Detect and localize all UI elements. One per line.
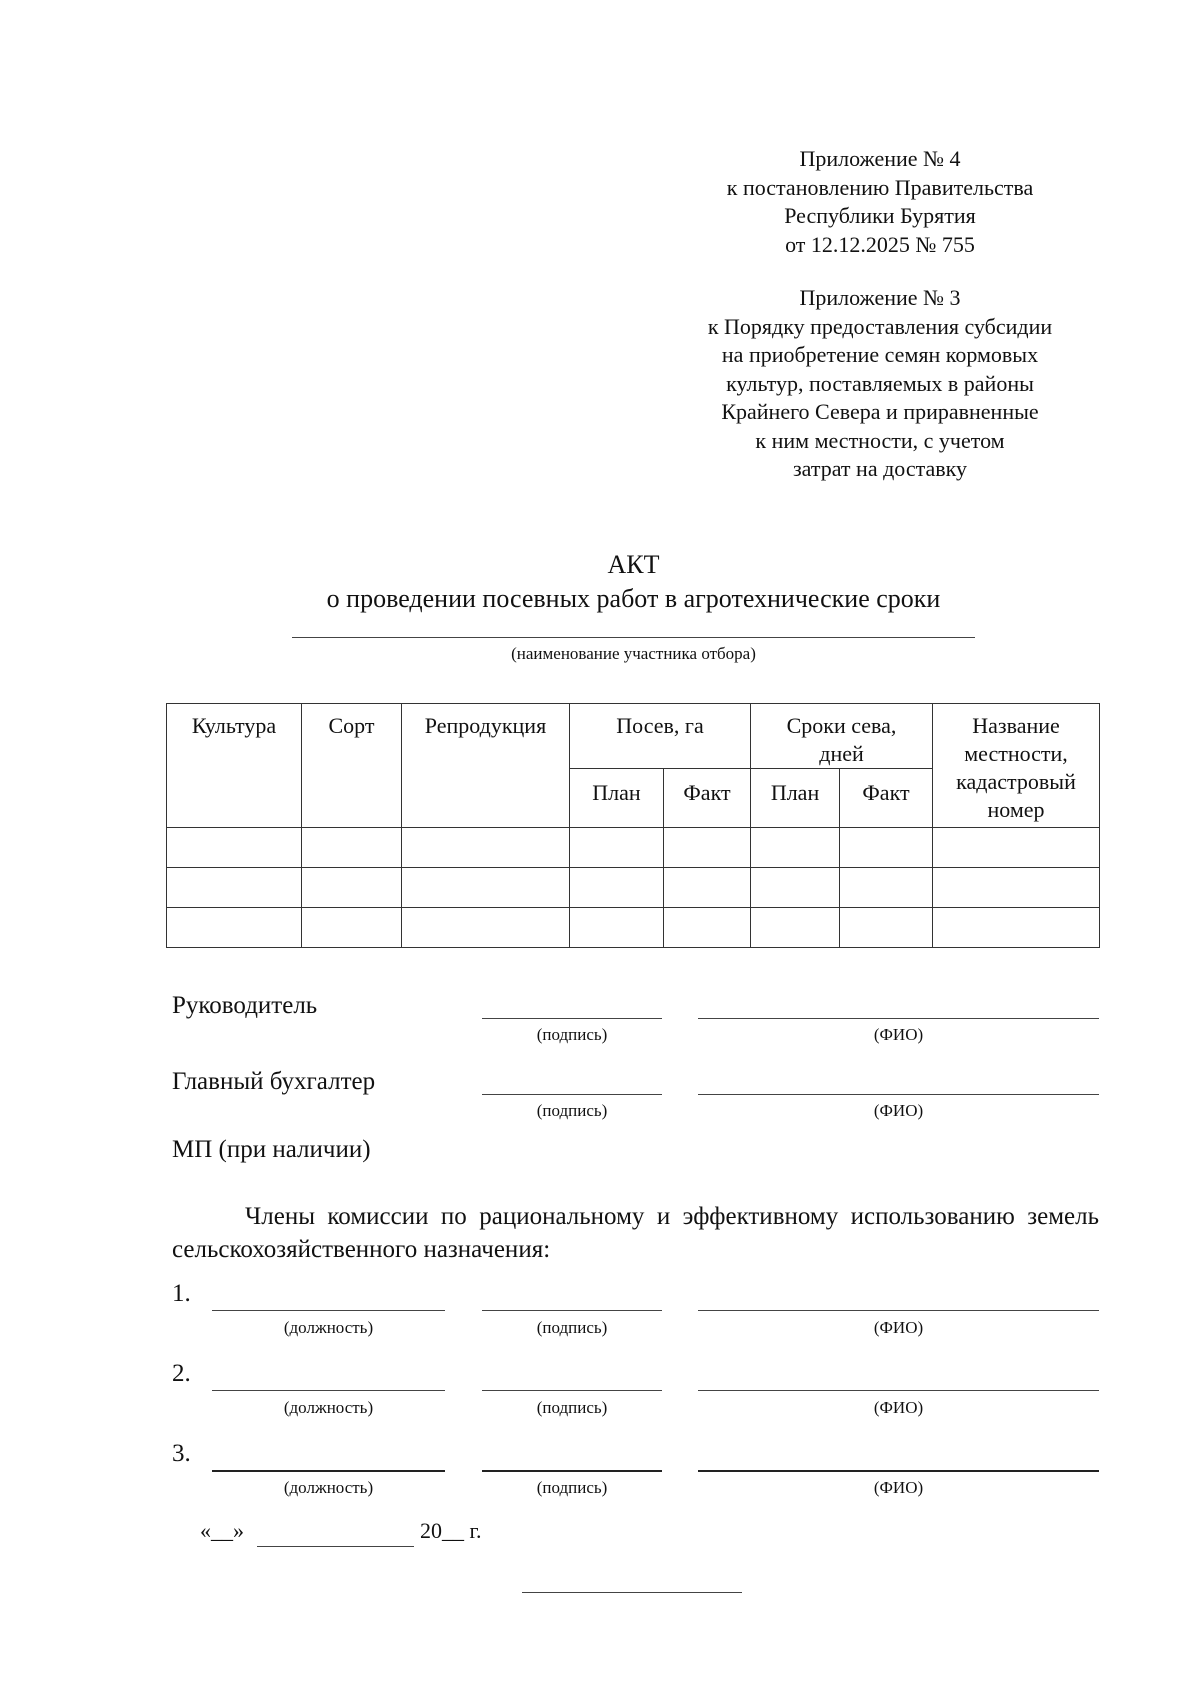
member-signature-line[interactable] — [482, 1310, 662, 1311]
appendix-4-line: Приложение № 4 — [799, 146, 961, 171]
member-position-caption: (должность) — [283, 1318, 374, 1337]
date-month-line[interactable] — [257, 1546, 414, 1547]
appendix-3-line: затрат на доставку — [792, 456, 968, 481]
appendix-3-line: культур, поставляемых в районы — [726, 370, 1034, 396]
table-cell[interactable] — [402, 868, 570, 908]
table-cell[interactable] — [933, 868, 1100, 908]
table-cell[interactable] — [570, 828, 664, 868]
member-position-line[interactable] — [212, 1470, 445, 1472]
header-culture: Культура — [167, 704, 302, 828]
appendix-4-line: к постановлению Правительства — [726, 174, 1034, 200]
stamp-label: МП (при наличии) — [172, 1136, 371, 1163]
header-sowing-plan: План — [570, 769, 664, 828]
member-fio-caption: (ФИО) — [873, 1318, 924, 1337]
member-signature-caption: (подпись) — [536, 1318, 608, 1337]
bottom-separator — [522, 1592, 742, 1593]
header-sort: Сорт — [302, 704, 402, 828]
appendix-4-block — [690, 145, 1070, 259]
accountant-signature-line[interactable] — [482, 1094, 662, 1095]
head-signature-caption: (подпись) — [536, 1025, 608, 1044]
head-signature-line[interactable] — [482, 1018, 662, 1019]
sowing-table — [166, 703, 1100, 948]
appendix-3-block — [670, 284, 1090, 484]
header-sowing-fact: Факт — [664, 769, 751, 828]
table-cell[interactable] — [302, 828, 402, 868]
table-cell[interactable] — [751, 908, 840, 948]
header-terms-fact: Факт — [840, 769, 933, 828]
accountant-fio-line[interactable] — [698, 1094, 1099, 1095]
document-subtitle: о проведении посевных работ в агротехнические сроки — [326, 584, 941, 613]
member-signature-caption: (подпись) — [536, 1478, 608, 1497]
member-signature-line[interactable] — [482, 1470, 662, 1472]
member-position-line[interactable] — [212, 1310, 445, 1311]
member-fio-caption: (ФИО) — [873, 1478, 924, 1497]
appendix-3-line: к ним местности, с учетом — [755, 427, 1005, 453]
table-cell[interactable] — [751, 828, 840, 868]
table-cell[interactable] — [402, 828, 570, 868]
table-cell[interactable] — [933, 908, 1100, 948]
accountant-label: Главный бухгалтер — [172, 1068, 376, 1095]
document-title: АКТ — [607, 550, 660, 579]
appendix-4-line: Республики Бурятия — [784, 203, 976, 228]
head-fio-line[interactable] — [698, 1018, 1099, 1019]
header-sowing: Посев, га — [570, 704, 751, 769]
table-cell[interactable] — [167, 868, 302, 908]
commission-intro: Члены комиссии по рациональному и эффективному использованию земель сельскохозяйственного назначения: — [172, 1203, 1099, 1263]
member-signature-line[interactable] — [482, 1390, 662, 1391]
table-cell[interactable] — [402, 908, 570, 948]
table-cell[interactable] — [302, 868, 402, 908]
member-number: 2. — [172, 1360, 191, 1387]
header-reproduction: Репродукция — [402, 704, 570, 828]
appendix-3-line: Приложение № 3 — [799, 285, 961, 310]
member-position-line[interactable] — [212, 1390, 445, 1391]
participant-name-line[interactable] — [292, 637, 975, 638]
member-number: 1. — [172, 1280, 191, 1307]
table-row — [167, 908, 1100, 948]
appendix-4-line: от 12.12.2025 № 755 — [785, 231, 975, 257]
table-cell[interactable] — [167, 908, 302, 948]
head-fio-caption: (ФИО) — [873, 1025, 924, 1044]
appendix-3-line: на приобретение семян кормовых — [721, 342, 1039, 367]
table-cell[interactable] — [933, 828, 1100, 868]
header-location: Название местности, кадастровый номер — [933, 704, 1100, 828]
member-fio-line[interactable] — [698, 1470, 1099, 1472]
table-cell[interactable] — [840, 868, 933, 908]
header-terms-plan: План — [751, 769, 840, 828]
participant-caption: (наименование участника отбора) — [511, 644, 756, 663]
table-row — [167, 828, 1100, 868]
table-cell[interactable] — [570, 868, 664, 908]
table-cell[interactable] — [751, 868, 840, 908]
table-cell[interactable] — [664, 868, 751, 908]
header-terms: Сроки сева, дней — [751, 704, 933, 769]
table-cell[interactable] — [167, 828, 302, 868]
date-year: 20__ г. — [420, 1518, 482, 1543]
member-signature-caption: (подпись) — [536, 1398, 608, 1417]
accountant-fio-caption: (ФИО) — [873, 1101, 924, 1120]
head-label: Руководитель — [172, 992, 318, 1019]
appendix-3-line: к Порядку предоставления субсидии — [707, 313, 1053, 339]
table-cell[interactable] — [840, 908, 933, 948]
table-cell[interactable] — [664, 908, 751, 948]
member-position-caption: (должность) — [283, 1478, 374, 1497]
table-cell[interactable] — [570, 908, 664, 948]
table-cell[interactable] — [302, 908, 402, 948]
member-number: 3. — [172, 1440, 191, 1467]
date-day: «__» — [200, 1518, 244, 1543]
member-fio-line[interactable] — [698, 1310, 1099, 1311]
table-cell[interactable] — [840, 828, 933, 868]
member-position-caption: (должность) — [283, 1398, 374, 1417]
appendix-3-line: Крайнего Севера и приравненные — [721, 399, 1039, 424]
table-cell[interactable] — [664, 828, 751, 868]
member-fio-caption: (ФИО) — [873, 1398, 924, 1417]
member-fio-line[interactable] — [698, 1390, 1099, 1391]
table-row — [167, 868, 1100, 908]
accountant-signature-caption: (подпись) — [536, 1101, 608, 1120]
